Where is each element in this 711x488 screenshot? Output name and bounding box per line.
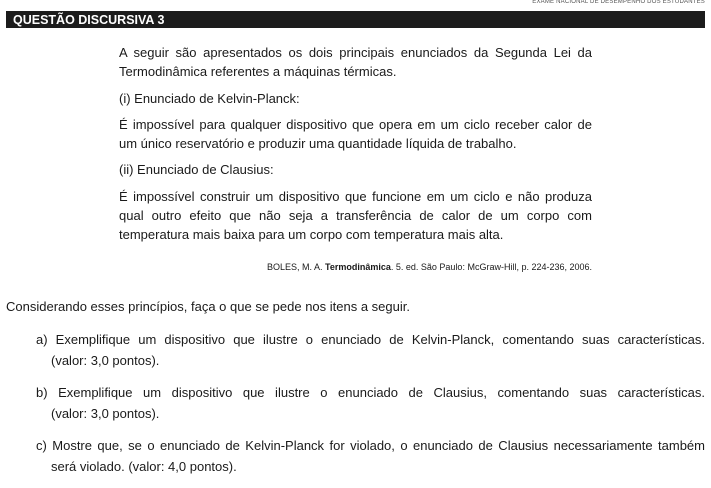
clausius-heading: (ii) Enunciado de Clausius: [119, 162, 274, 178]
statement-block [119, 43, 592, 252]
item-b-text: b) Exemplifique um dispositivo que ilustre o enunciado de Clausius, comentando suas características. [36, 385, 705, 400]
item-a-value: (valor: 3,0 pontos). [51, 353, 160, 368]
citation-author: BOLES, M. A. [267, 262, 326, 272]
item-b [36, 382, 705, 424]
instructions-intro: Considerando esses princípios, faça o que se pede nos itens a seguir. [6, 299, 410, 314]
statement-intro: A seguir são apresentados os dois principais enunciados da Segunda Lei da Termodinâmica referentes a máquinas térmicas. [119, 45, 592, 80]
citation [267, 262, 592, 272]
question-items [36, 329, 705, 488]
kelvin-planck-text: É impossível para qualquer dispositivo que opera em um ciclo receber calor de um único reservatório e produzir uma quantidade líquida de trabalho. [119, 116, 592, 152]
section-title: QUESTÃO DISCURSIVA 3 [6, 11, 705, 28]
citation-work: Termodinâmica [325, 262, 391, 272]
item-c-text: c) Mostre que, se o enunciado de Kelvin-Planck for violado, o enunciado de Clausius necessariamente também [36, 438, 705, 453]
clausius-text: É impossível construir um dispositivo que funcione em um ciclo e não produza qual outro efeito que não seja a transferência de calor de um corpo com temperatura mais baixa para um corpo com temperatura mais alta. [119, 188, 592, 243]
citation-details: . 5. ed. São Paulo: McGraw-Hill, p. 224-236, 2006. [390, 262, 592, 272]
item-a [36, 329, 705, 371]
item-b-value: (valor: 3,0 pontos). [51, 406, 160, 421]
exam-name-caption: EXAME NACIONAL DE DESEMPENHO DOS ESTUDANTES [532, 0, 705, 5]
item-a-text: a) Exemplifique um dispositivo que ilustre o enunciado de Kelvin-Planck, comentando suas características. [36, 332, 705, 347]
item-c-value: será violado. (valor: 4,0 pontos). [51, 459, 237, 474]
item-c [36, 435, 705, 477]
kelvin-planck-heading: (i) Enunciado de Kelvin-Planck: [119, 90, 300, 106]
